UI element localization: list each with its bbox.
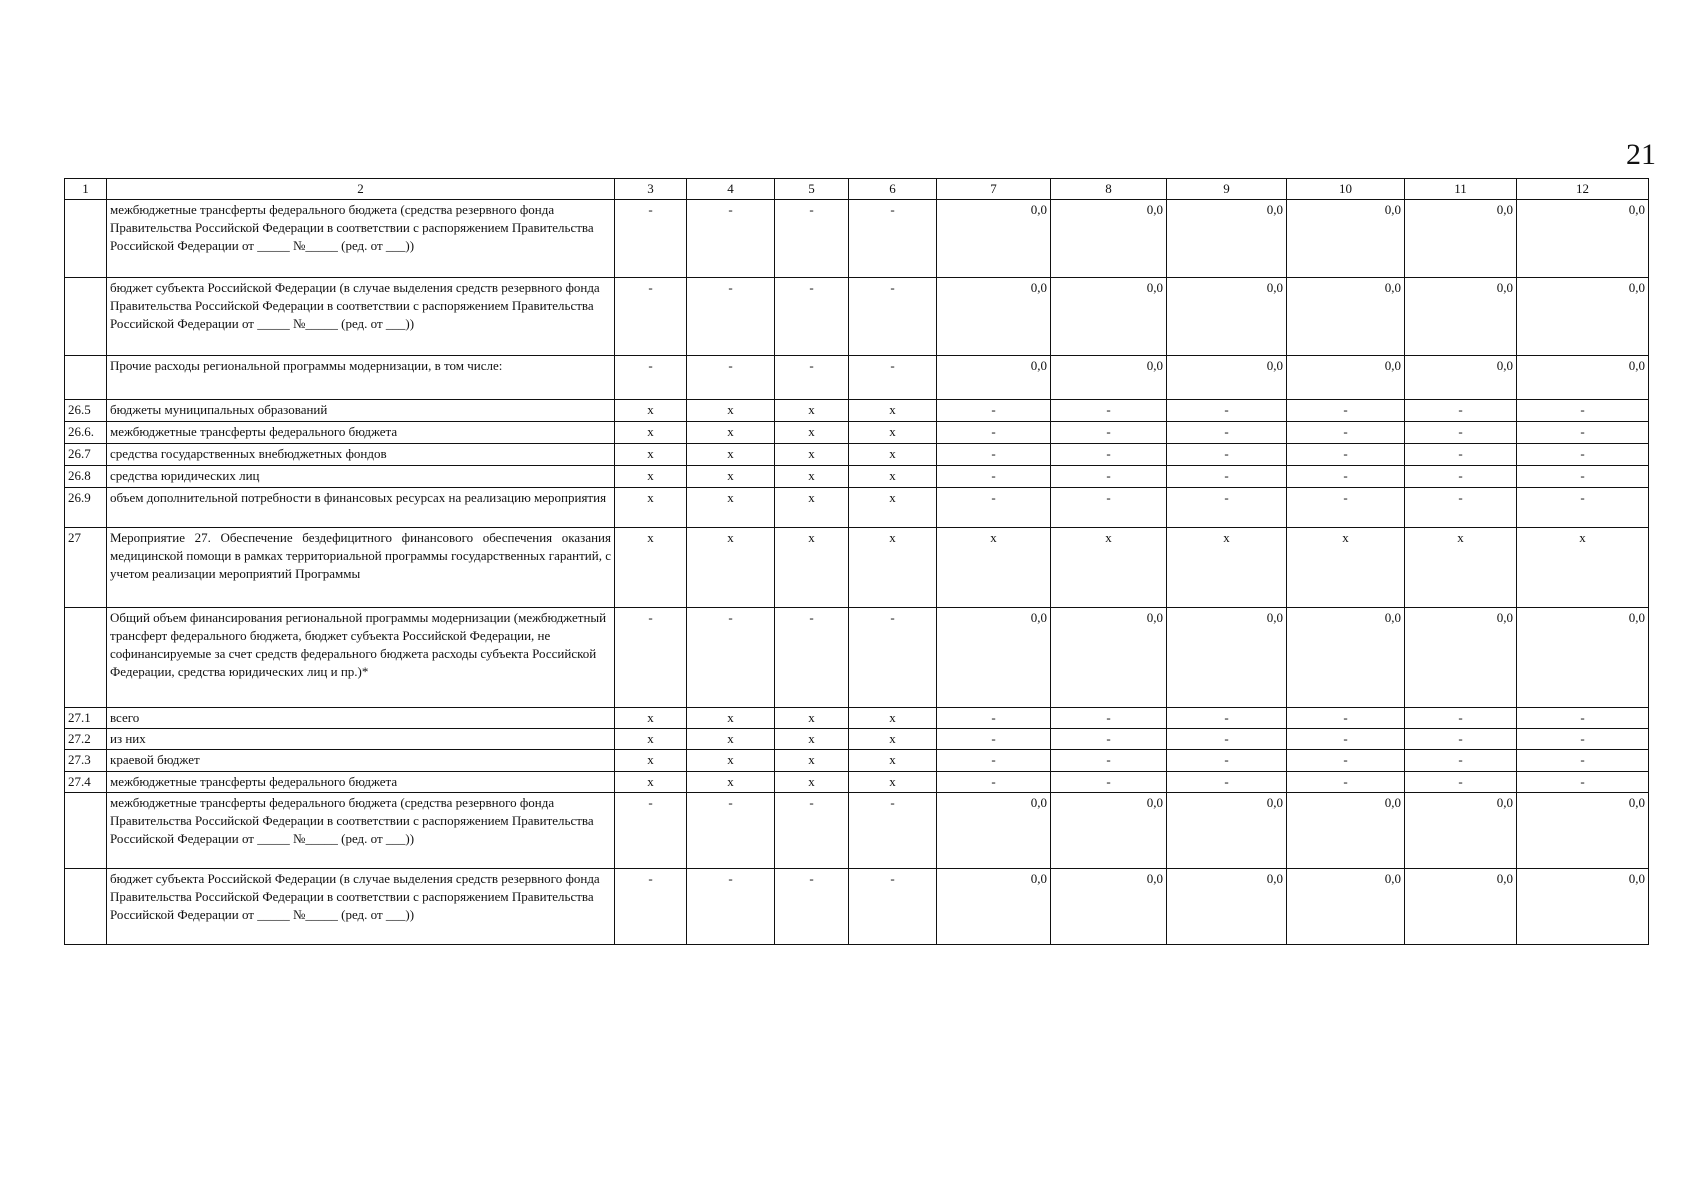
value-cell: x (849, 466, 937, 488)
value-cell: - (1167, 750, 1287, 772)
value-cell: - (775, 356, 849, 400)
row-label: Мероприятие 27. Обеспечение бездефицитного финансового обеспечения оказания медицинской помощи в рамках территориальной программы государственных гарантий, с учетом реализации мероприятий Программы (107, 528, 615, 608)
value-cell: 0,0 (1167, 356, 1287, 400)
row-number: 27 (65, 528, 107, 608)
row-label: средства государственных внебюджетных фондов (107, 444, 615, 466)
value-cell: x (849, 528, 937, 608)
value-cell: - (937, 422, 1051, 444)
table-row (65, 729, 1649, 750)
value-cell: 0,0 (1051, 869, 1167, 945)
value-cell: x (849, 772, 937, 793)
value-cell: - (1167, 466, 1287, 488)
value-cell: x (687, 444, 775, 466)
value-cell: 0,0 (1167, 793, 1287, 869)
row-label: объем дополнительной потребности в финансовых ресурсах на реализацию мероприятия (107, 488, 615, 528)
table-row (65, 488, 1649, 528)
row-number: 26.7 (65, 444, 107, 466)
header-cell: 7 (937, 179, 1051, 200)
row-number (65, 278, 107, 356)
header-cell: 5 (775, 179, 849, 200)
value-cell: - (615, 278, 687, 356)
value-cell: 0,0 (1517, 793, 1649, 869)
value-cell: - (1405, 488, 1517, 528)
value-cell: x (1167, 528, 1287, 608)
value-cell: x (849, 422, 937, 444)
value-cell: 0,0 (1167, 608, 1287, 708)
value-cell: 0,0 (1051, 608, 1167, 708)
value-cell: 0,0 (1051, 793, 1167, 869)
value-cell: 0,0 (1405, 278, 1517, 356)
value-cell: 0,0 (1287, 793, 1405, 869)
value-cell: - (937, 708, 1051, 729)
header-cell: 11 (1405, 179, 1517, 200)
row-number: 26.5 (65, 400, 107, 422)
row-label: межбюджетные трансферты федерального бюджета (107, 772, 615, 793)
value-cell: - (615, 200, 687, 278)
value-cell: x (775, 444, 849, 466)
value-cell: - (1287, 708, 1405, 729)
value-cell: - (1405, 444, 1517, 466)
value-cell: - (1051, 488, 1167, 528)
value-cell: 0,0 (1287, 200, 1405, 278)
value-cell: - (615, 869, 687, 945)
value-cell: - (615, 793, 687, 869)
value-cell: x (775, 772, 849, 793)
table-row (65, 772, 1649, 793)
value-cell: - (1167, 400, 1287, 422)
row-number: 27.1 (65, 708, 107, 729)
value-cell: 0,0 (1405, 200, 1517, 278)
row-number: 27.3 (65, 750, 107, 772)
row-number (65, 200, 107, 278)
value-cell: - (1405, 772, 1517, 793)
row-label: из них (107, 729, 615, 750)
value-cell: x (687, 422, 775, 444)
value-cell: x (849, 488, 937, 528)
value-cell: - (1167, 422, 1287, 444)
value-cell: x (615, 708, 687, 729)
row-label: бюджет субъекта Российской Федерации (в случае выделения средств резервного фонда Правительства Российской Федерации в соответствии с распоряжением Правительства Российской Федерации от _____ №_____ (ред. от ___)) (107, 869, 615, 945)
row-label: Общий объем финансирования региональной программы модернизации (межбюджетный трансферт федерального бюджета, бюджет субъекта Российской Федерации, не софинансируемые за счет средств федерального бюджета расходы субъекта Российской Федерации, средства юридических лиц и пр.)* (107, 608, 615, 708)
page-number: 21 (1626, 138, 1656, 171)
value-cell: - (1517, 444, 1649, 466)
value-cell: - (1517, 400, 1649, 422)
value-cell: x (775, 466, 849, 488)
value-cell: x (687, 729, 775, 750)
value-cell: x (687, 528, 775, 608)
value-cell: - (775, 200, 849, 278)
row-label: межбюджетные трансферты федерального бюджета (средства резервного фонда Правительства Российской Федерации в соответствии с распоряжением Правительства Российской Федерации от _____ №_____ (ред. от ___)) (107, 793, 615, 869)
value-cell: 0,0 (1405, 356, 1517, 400)
row-label: межбюджетные трансферты федерального бюджета (107, 422, 615, 444)
value-cell: x (687, 750, 775, 772)
value-cell: - (937, 772, 1051, 793)
value-cell: - (1517, 708, 1649, 729)
value-cell: 0,0 (1517, 356, 1649, 400)
value-cell: 0,0 (1517, 278, 1649, 356)
value-cell: 0,0 (1051, 200, 1167, 278)
value-cell: 0,0 (1287, 608, 1405, 708)
value-cell: x (615, 750, 687, 772)
table-row (65, 444, 1649, 466)
value-cell: x (615, 466, 687, 488)
table-row (65, 793, 1649, 869)
row-label: всего (107, 708, 615, 729)
table-row (65, 200, 1649, 278)
value-cell: x (1287, 528, 1405, 608)
table-row (65, 356, 1649, 400)
value-cell: - (1405, 729, 1517, 750)
value-cell: x (687, 772, 775, 793)
table-row (65, 608, 1649, 708)
table-row (65, 708, 1649, 729)
value-cell: x (687, 400, 775, 422)
header-cell: 3 (615, 179, 687, 200)
value-cell: - (1051, 466, 1167, 488)
value-cell: x (687, 466, 775, 488)
value-cell: - (1405, 400, 1517, 422)
value-cell: - (1287, 444, 1405, 466)
value-cell: 0,0 (937, 200, 1051, 278)
value-cell: - (1287, 750, 1405, 772)
value-cell: - (1167, 708, 1287, 729)
value-cell: 0,0 (1517, 608, 1649, 708)
value-cell: - (1405, 422, 1517, 444)
value-cell: - (1051, 708, 1167, 729)
value-cell: - (849, 869, 937, 945)
value-cell: 0,0 (1167, 200, 1287, 278)
row-label: средства юридических лиц (107, 466, 615, 488)
value-cell: - (1167, 488, 1287, 528)
value-cell: - (1287, 729, 1405, 750)
table-row (65, 528, 1649, 608)
value-cell: 0,0 (1405, 869, 1517, 945)
value-cell: - (1051, 444, 1167, 466)
table-row (65, 278, 1649, 356)
row-number (65, 608, 107, 708)
header-cell: 8 (1051, 179, 1167, 200)
table-row (65, 750, 1649, 772)
value-cell: - (1517, 422, 1649, 444)
value-cell: - (1517, 466, 1649, 488)
value-cell: 0,0 (1287, 356, 1405, 400)
value-cell: - (615, 608, 687, 708)
value-cell: - (1287, 400, 1405, 422)
value-cell: - (687, 356, 775, 400)
value-cell: - (687, 200, 775, 278)
row-number: 26.6. (65, 422, 107, 444)
value-cell: - (1167, 444, 1287, 466)
value-cell: - (1517, 772, 1649, 793)
value-cell: - (1167, 729, 1287, 750)
value-cell: x (615, 729, 687, 750)
value-cell: - (1167, 772, 1287, 793)
value-cell: 0,0 (1167, 869, 1287, 945)
value-cell: x (775, 528, 849, 608)
value-cell: 0,0 (937, 608, 1051, 708)
header-row (65, 179, 1649, 200)
value-cell: - (775, 793, 849, 869)
header-cell: 1 (65, 179, 107, 200)
value-cell: - (849, 608, 937, 708)
header-cell: 9 (1167, 179, 1287, 200)
table-row (65, 400, 1649, 422)
value-cell: x (775, 750, 849, 772)
value-cell: 0,0 (937, 356, 1051, 400)
value-cell: - (1517, 750, 1649, 772)
row-label: краевой бюджет (107, 750, 615, 772)
value-cell: - (1051, 750, 1167, 772)
header-cell: 2 (107, 179, 615, 200)
value-cell: - (615, 356, 687, 400)
row-label: бюджет субъекта Российской Федерации (в случае выделения средств резервного фонда Правительства Российской Федерации в соответствии с распоряжением Правительства Российской Федерации от _____ №_____ (ред. от ___)) (107, 278, 615, 356)
value-cell: - (1405, 750, 1517, 772)
value-cell: x (849, 400, 937, 422)
value-cell: - (849, 278, 937, 356)
value-cell: - (937, 466, 1051, 488)
row-label: межбюджетные трансферты федерального бюджета (средства резервного фонда Правительства Российской Федерации в соответствии с распоряжением Правительства Российской Федерации от _____ №_____ (ред. от ___)) (107, 200, 615, 278)
value-cell: x (615, 444, 687, 466)
value-cell: - (1051, 422, 1167, 444)
value-cell: - (1051, 772, 1167, 793)
row-number (65, 356, 107, 400)
value-cell: x (849, 444, 937, 466)
table-row (65, 422, 1649, 444)
value-cell: - (1405, 466, 1517, 488)
header-cell: 6 (849, 179, 937, 200)
value-cell: x (775, 488, 849, 528)
value-cell: - (775, 869, 849, 945)
value-cell: x (1517, 528, 1649, 608)
value-cell: - (937, 488, 1051, 528)
value-cell: - (1287, 488, 1405, 528)
value-cell: - (937, 400, 1051, 422)
budget-table (64, 178, 1649, 945)
value-cell: x (1051, 528, 1167, 608)
value-cell: 0,0 (1051, 278, 1167, 356)
value-cell: - (849, 200, 937, 278)
value-cell: 0,0 (1405, 608, 1517, 708)
value-cell: 0,0 (937, 793, 1051, 869)
value-cell: 0,0 (1517, 200, 1649, 278)
value-cell: x (615, 400, 687, 422)
header-cell: 12 (1517, 179, 1649, 200)
value-cell: - (1051, 400, 1167, 422)
value-cell: - (849, 793, 937, 869)
value-cell: x (1405, 528, 1517, 608)
row-number: 26.9 (65, 488, 107, 528)
value-cell: 0,0 (1287, 869, 1405, 945)
value-cell: - (775, 278, 849, 356)
value-cell: - (1287, 466, 1405, 488)
value-cell: x (687, 708, 775, 729)
value-cell: x (775, 400, 849, 422)
value-cell: x (615, 772, 687, 793)
value-cell: - (1051, 729, 1167, 750)
value-cell: 0,0 (1405, 793, 1517, 869)
row-number: 27.2 (65, 729, 107, 750)
row-number: 27.4 (65, 772, 107, 793)
value-cell: - (1517, 488, 1649, 528)
row-number (65, 793, 107, 869)
value-cell: - (687, 278, 775, 356)
value-cell: x (775, 729, 849, 750)
value-cell: - (1405, 708, 1517, 729)
value-cell: - (775, 608, 849, 708)
value-cell: - (687, 608, 775, 708)
table-row (65, 466, 1649, 488)
value-cell: x (937, 528, 1051, 608)
value-cell: x (849, 750, 937, 772)
row-label: бюджеты муниципальных образований (107, 400, 615, 422)
row-number: 26.8 (65, 466, 107, 488)
value-cell: x (615, 488, 687, 528)
value-cell: - (937, 729, 1051, 750)
value-cell: - (1517, 729, 1649, 750)
header-cell: 10 (1287, 179, 1405, 200)
value-cell: 0,0 (1287, 278, 1405, 356)
row-label: Прочие расходы региональной программы модернизации, в том числе: (107, 356, 615, 400)
value-cell: x (687, 488, 775, 528)
value-cell: - (937, 750, 1051, 772)
value-cell: - (687, 869, 775, 945)
value-cell: 0,0 (1051, 356, 1167, 400)
header-cell: 4 (687, 179, 775, 200)
value-cell: - (1287, 772, 1405, 793)
table-row (65, 869, 1649, 945)
value-cell: x (849, 729, 937, 750)
value-cell: - (1287, 422, 1405, 444)
value-cell: x (615, 528, 687, 608)
value-cell: 0,0 (937, 278, 1051, 356)
value-cell: - (937, 444, 1051, 466)
row-number (65, 869, 107, 945)
value-cell: 0,0 (1167, 278, 1287, 356)
value-cell: 0,0 (1517, 869, 1649, 945)
value-cell: 0,0 (937, 869, 1051, 945)
value-cell: x (775, 422, 849, 444)
value-cell: x (775, 708, 849, 729)
value-cell: x (615, 422, 687, 444)
value-cell: x (849, 708, 937, 729)
value-cell: - (849, 356, 937, 400)
value-cell: - (687, 793, 775, 869)
